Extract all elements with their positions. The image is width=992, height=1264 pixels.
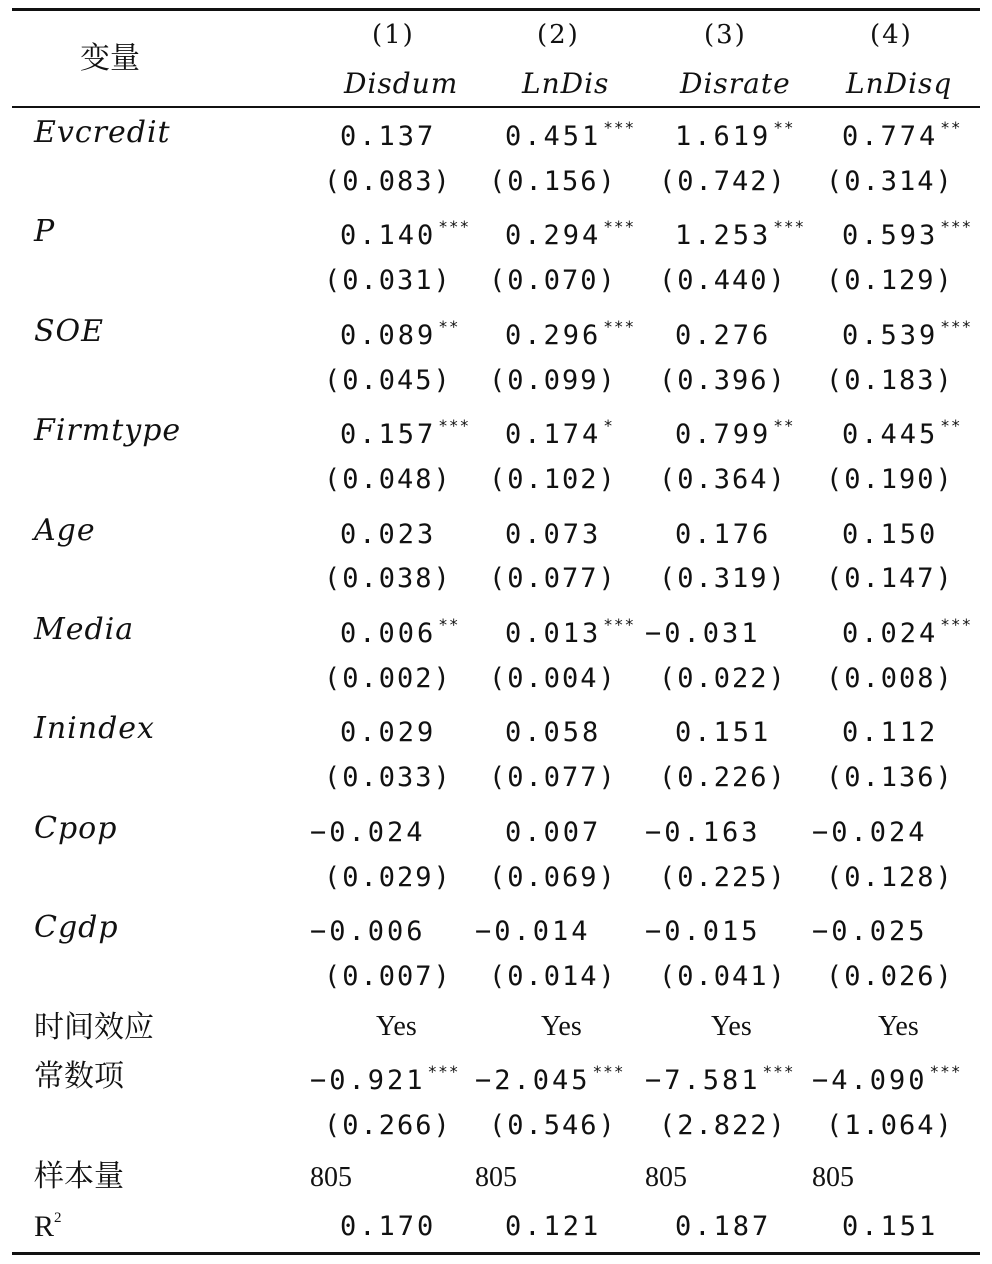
significance-stars: *** [773, 217, 806, 236]
coefficient-value: 0.137 [340, 121, 437, 152]
time-effect-value: Yes [711, 1011, 752, 1042]
significance-stars: *** [438, 217, 471, 236]
r-squared-value: 0.187 [675, 1211, 772, 1242]
standard-error: (0.129) [826, 265, 954, 296]
standard-error: (0.029) [324, 862, 452, 893]
significance-stars: *** [940, 317, 973, 336]
coefficient-value: −0.024 [812, 817, 928, 848]
coefficient-cell [645, 816, 763, 846]
column-number-1: (1) [372, 20, 415, 50]
coefficient-cell [340, 219, 470, 249]
standard-error: (0.396) [659, 365, 787, 396]
significance-stars: ** [773, 416, 795, 435]
standard-error: (0.225) [659, 862, 787, 893]
column-number-4: (4) [870, 20, 913, 50]
standard-error: (0.031) [324, 265, 452, 296]
standard-error: (0.099) [489, 365, 617, 396]
coefficient-cell [505, 319, 635, 349]
standard-error: (0.319) [659, 563, 787, 594]
coefficient-cell [842, 120, 962, 150]
significance-stars: ** [940, 416, 962, 435]
time-effect-value: Yes [878, 1011, 919, 1042]
standard-error: (0.147) [826, 563, 954, 594]
sample-size-value: 805 [645, 1162, 687, 1193]
coefficient-value: 0.174 [505, 419, 602, 450]
coefficient-cell [645, 617, 763, 647]
coefficient-value: −4.090 [812, 1065, 928, 1096]
significance-stars: ** [773, 118, 795, 137]
coefficient-cell [340, 120, 438, 150]
coefficient-value: 0.157 [340, 419, 437, 450]
standard-error: (0.022) [659, 663, 787, 694]
significance-stars: *** [929, 1062, 962, 1081]
coefficient-value: −0.025 [812, 916, 928, 947]
coefficient-value: 0.176 [675, 519, 772, 550]
coefficient-cell [675, 319, 773, 349]
significance-stars: *** [762, 1062, 795, 1081]
standard-error: (0.102) [489, 464, 617, 495]
coefficient-value: −0.014 [475, 916, 591, 947]
standard-error: (0.026) [826, 961, 954, 992]
coefficient-value: 0.294 [505, 220, 602, 251]
coefficient-cell [842, 617, 972, 647]
significance-stars: *** [438, 416, 471, 435]
coefficient-cell [812, 915, 930, 945]
coefficient-value: 0.799 [675, 419, 772, 450]
r-squared-value: 0.121 [505, 1211, 602, 1242]
standard-error: (0.077) [489, 563, 617, 594]
row-label: Evcredit [34, 115, 171, 150]
coefficient-cell [505, 617, 635, 647]
coefficient-value: 0.276 [675, 320, 772, 351]
coefficient-cell [675, 518, 773, 548]
coefficient-cell [842, 219, 972, 249]
row-label-sample-size: 样本量 [34, 1159, 124, 1194]
coefficient-value: 0.451 [505, 121, 602, 152]
coefficient-cell [340, 716, 438, 746]
standard-error: (0.041) [659, 961, 787, 992]
row-label: P [34, 214, 56, 249]
standard-error: (0.077) [489, 762, 617, 793]
standard-error: (0.440) [659, 265, 787, 296]
significance-stars: *** [940, 615, 973, 634]
coefficient-cell [310, 915, 428, 945]
coefficient-value: −0.921 [310, 1065, 426, 1096]
r-squared-value: 0.170 [340, 1211, 437, 1242]
row-label-r-squared [34, 1211, 62, 1242]
coefficient-cell [340, 518, 438, 548]
r-squared-value: 0.151 [842, 1211, 939, 1242]
column-number-2: (2) [537, 20, 580, 50]
coefficient-value: 0.023 [340, 519, 437, 550]
coefficient-cell [842, 319, 972, 349]
variable-header: 变量 [80, 41, 140, 76]
coefficient-value: 0.007 [505, 817, 602, 848]
row-label-time-effect: 时间效应 [34, 1010, 154, 1045]
significance-stars: *** [603, 118, 636, 137]
column-name-3: Disrate [680, 67, 791, 100]
coefficient-value: 0.029 [340, 717, 437, 748]
coefficient-cell [675, 418, 795, 448]
coefficient-cell [842, 518, 940, 548]
standard-error: (0.266) [324, 1110, 452, 1141]
coefficient-value: −0.024 [310, 817, 426, 848]
time-effect-value: Yes [541, 1011, 582, 1042]
coefficient-value: 0.140 [340, 220, 437, 251]
coefficient-cell [310, 816, 428, 846]
coefficient-value: 0.058 [505, 717, 602, 748]
coefficient-cell [812, 816, 930, 846]
standard-error: (0.038) [324, 563, 452, 594]
coefficient-value: 0.774 [842, 121, 939, 152]
standard-error: (0.045) [324, 365, 452, 396]
row-label: Inindex [34, 711, 155, 746]
coefficient-cell [675, 219, 805, 249]
row-label: Age [34, 513, 96, 548]
coefficient-cell [842, 418, 962, 448]
significance-stars: *** [603, 217, 636, 236]
significance-stars: ** [438, 615, 460, 634]
sample-size-value: 805 [812, 1162, 854, 1193]
standard-error: (0.048) [324, 464, 452, 495]
coefficient-value: −7.581 [645, 1065, 761, 1096]
standard-error: (0.002) [324, 663, 452, 694]
top-rule [12, 8, 980, 11]
coefficient-cell [475, 1064, 624, 1094]
coefficient-cell [645, 915, 763, 945]
coefficient-cell [505, 418, 614, 448]
standard-error: (0.183) [826, 365, 954, 396]
r-symbol: R [34, 1210, 55, 1243]
standard-error: (0.083) [324, 166, 452, 197]
standard-error: (0.070) [489, 265, 617, 296]
significance-stars: *** [940, 217, 973, 236]
coefficient-value: 0.024 [842, 618, 939, 649]
row-label-constant: 常数项 [34, 1059, 124, 1094]
coefficient-cell [505, 120, 635, 150]
standard-error: (0.546) [489, 1110, 617, 1141]
coefficient-cell [842, 716, 940, 746]
coefficient-cell [675, 120, 795, 150]
coefficient-value: 0.445 [842, 419, 939, 450]
significance-stars: ** [438, 317, 460, 336]
sample-size-value: 805 [475, 1162, 517, 1193]
row-label: Media [34, 612, 135, 647]
coefficient-value: 0.150 [842, 519, 939, 550]
coefficient-value: 0.539 [842, 320, 939, 351]
r-superscript: 2 [54, 1210, 62, 1226]
standard-error: (0.742) [659, 166, 787, 197]
standard-error: (0.004) [489, 663, 617, 694]
significance-stars: *** [427, 1062, 460, 1081]
standard-error: (0.136) [826, 762, 954, 793]
standard-error: (0.364) [659, 464, 787, 495]
coefficient-value: 1.619 [675, 121, 772, 152]
bottom-rule [12, 1252, 980, 1255]
row-label: Cgdp [34, 910, 119, 945]
standard-error: (2.822) [659, 1110, 787, 1141]
coefficient-value: 0.013 [505, 618, 602, 649]
column-name-1: Disdum [344, 67, 459, 100]
standard-error: (0.226) [659, 762, 787, 793]
coefficient-value: 1.253 [675, 220, 772, 251]
significance-stars: *** [603, 317, 636, 336]
coefficient-cell [475, 915, 593, 945]
coefficient-cell [505, 518, 603, 548]
coefficient-value: 0.593 [842, 220, 939, 251]
significance-stars: * [603, 416, 614, 435]
column-name-4: LnDisq [846, 67, 953, 100]
coefficient-cell [340, 319, 460, 349]
row-label: Cpop [34, 811, 118, 846]
coefficient-value: −2.045 [475, 1065, 591, 1096]
coefficient-cell [505, 219, 635, 249]
standard-error: (0.128) [826, 862, 954, 893]
coefficient-value: −0.163 [645, 817, 761, 848]
significance-stars: *** [603, 615, 636, 634]
significance-stars: ** [940, 118, 962, 137]
coefficient-cell [675, 716, 773, 746]
coefficient-value: −0.006 [310, 916, 426, 947]
coefficient-cell [645, 1064, 794, 1094]
coefficient-value: 0.006 [340, 618, 437, 649]
coefficient-value: 0.296 [505, 320, 602, 351]
coefficient-value: 0.089 [340, 320, 437, 351]
sample-size-value: 805 [310, 1162, 352, 1193]
coefficient-cell [340, 418, 470, 448]
standard-error: (0.008) [826, 663, 954, 694]
time-effect-value: Yes [376, 1011, 417, 1042]
significance-stars: *** [592, 1062, 625, 1081]
coefficient-value: −0.015 [645, 916, 761, 947]
standard-error: (0.033) [324, 762, 452, 793]
coefficient-cell [310, 1064, 459, 1094]
coefficient-value: 0.151 [675, 717, 772, 748]
coefficient-value: 0.073 [505, 519, 602, 550]
coefficient-value: −0.031 [645, 618, 761, 649]
row-label: Firmtype [34, 413, 182, 448]
coefficient-cell [505, 816, 603, 846]
standard-error: (0.314) [826, 166, 954, 197]
coefficient-cell [340, 617, 460, 647]
column-name-2: LnDis [522, 67, 610, 100]
coefficient-cell [505, 716, 603, 746]
standard-error: (0.007) [324, 961, 452, 992]
standard-error: (0.156) [489, 166, 617, 197]
row-label: SOE [34, 314, 105, 349]
header-rule [12, 106, 980, 108]
standard-error: (0.190) [826, 464, 954, 495]
coefficient-value: 0.112 [842, 717, 939, 748]
standard-error: (1.064) [826, 1110, 954, 1141]
coefficient-cell [812, 1064, 961, 1094]
standard-error: (0.014) [489, 961, 617, 992]
standard-error: (0.069) [489, 862, 617, 893]
column-number-3: (3) [704, 20, 747, 50]
